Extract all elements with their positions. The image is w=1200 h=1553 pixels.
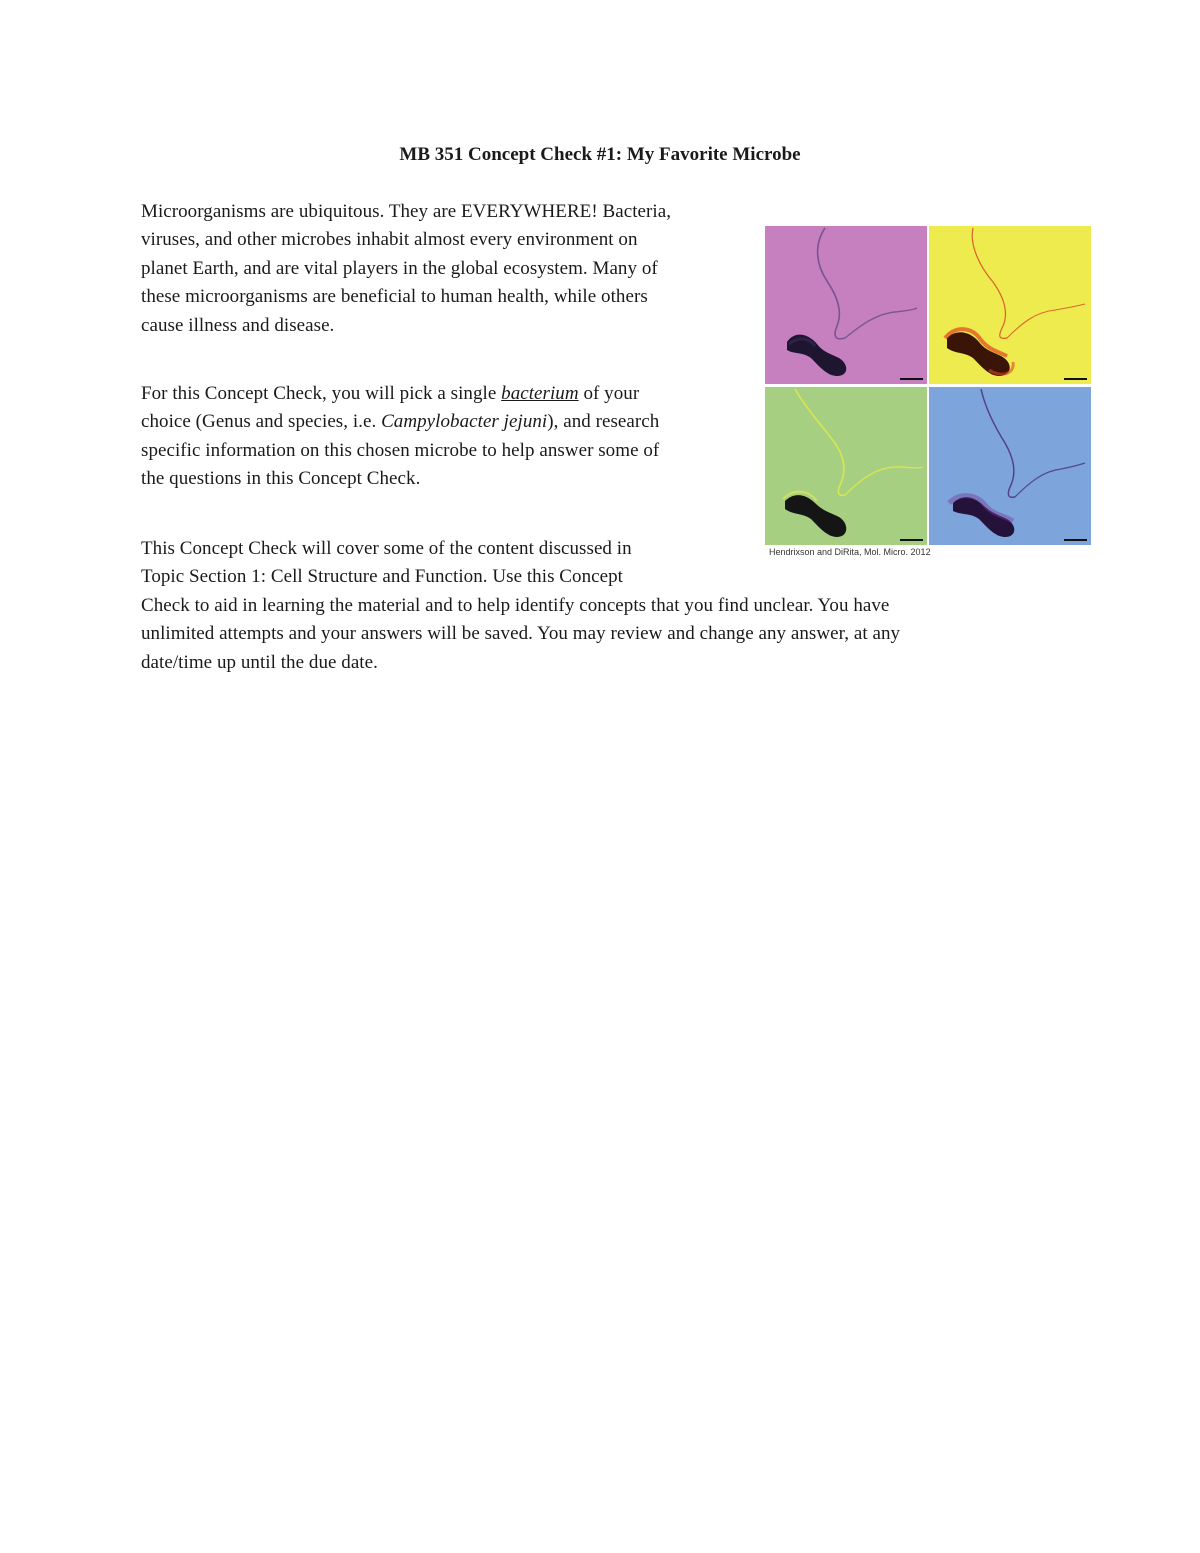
text-line: unlimited attempts and your answers will be saved. You may review and change any answer, at any [141,623,901,645]
text-segment: ), and research [547,411,660,433]
text-line: Check to aid in learning the material and to help identify concepts that you find unclear. You have [141,594,890,616]
text-line: these microorganisms are beneficial to human health, while others [141,286,648,308]
text-line: viruses, and other microbes inhabit almost every environment on [141,229,638,251]
text-segment: For this Concept Check, you will pick a single [141,383,502,404]
species-name: Campylobacter jejuni [381,411,548,433]
bacteria-micrograph-figure [765,226,1091,546]
text-line: This Concept Check will cover some of the content discussed in [141,538,632,559]
text-line: planet Earth, and are vital players in the global ecosystem. Many of [141,257,658,279]
text-line: specific information on this chosen microbe to help answer some of [141,439,660,461]
text-line: the questions in this Concept Check. [141,468,421,490]
micrograph-panel-pink [765,226,927,384]
document-title: MB 351 Concept Check #1: My Favorite Microbe [399,144,801,165]
text-segment: choice (Genus and species, i.e. [141,411,382,433]
text-line [141,380,659,408]
text-line: date/time up until the due date. [141,651,378,673]
micrograph-panel-yellow [929,226,1091,384]
instructions-paragraph [141,380,659,494]
text-line: Topic Section 1: Cell Structure and Function. Use this Concept [141,566,623,588]
text-line [141,408,659,436]
micrograph-panel-blue [929,387,1091,545]
figure-caption: Hendrixson and DiRita, Mol. Micro. 2012 [769,547,931,557]
text-line: Microorganisms are ubiquitous. They are EVERYWHERE! Bacteria, [141,201,671,222]
text-segment: of your [578,383,640,404]
text-line: cause illness and disease. [141,314,335,336]
micrograph-panel-green [765,387,927,545]
emphasized-term-bacterium: bacterium [501,383,579,404]
intro-paragraph [141,198,671,340]
